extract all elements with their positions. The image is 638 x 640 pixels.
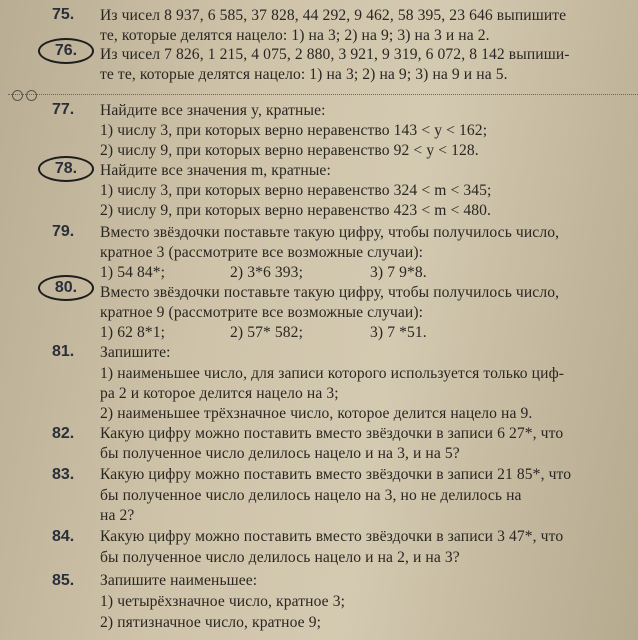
problem-number: 77. — [52, 101, 75, 118]
problem-number-circled: 76. — [38, 38, 94, 64]
problem-text: Из чисел 7 826, 1 215, 4 075, 2 880, 3 921, 9 319, 6 072, 8 142 выпиши- — [100, 46, 570, 63]
problem-number: 82. — [52, 425, 75, 442]
option: 2) 57* 582; — [230, 324, 304, 341]
problem-text: бы полученное число делилось нацело и на 3, и на 5? — [100, 445, 460, 462]
problem-text: 1) наименьшее число, для записи которого используется только циф- — [100, 365, 565, 382]
problem-options — [100, 324, 638, 342]
problem-text: кратное 3 (рассмотрите все возможные случаи): — [100, 244, 424, 261]
problem-number: 79. — [52, 223, 75, 240]
problem-text: Какую цифру можно поставить вместо звёздочки в записи 21 85*, что — [100, 466, 572, 483]
problem-text: 2) пятизначное число, кратное 9; — [100, 614, 322, 631]
problem-text: кратное 9 (рассмотрите все возможные случаи): — [100, 304, 424, 321]
divider — [8, 94, 638, 96]
option: 3) 7 9*8. — [370, 264, 427, 281]
option: 1) 62 8*1; — [100, 324, 166, 341]
problem-text: те те, которые делятся нацело: 1) на 3; 2) на 9; 3) на 9 и на 5. — [100, 66, 508, 83]
problem-text: Найдите все значения m, кратные: — [100, 162, 331, 179]
problem-number: 83. — [52, 466, 75, 483]
problem-number: 84. — [52, 528, 75, 545]
problem-text: Какую цифру можно поставить вместо звёздочки в записи 3 47*, что — [100, 528, 564, 545]
problem-text: Какую цифру можно поставить вместо звёздочки в записи 6 27*, что — [100, 425, 564, 442]
problem-number: 81. — [52, 343, 75, 360]
option: 1) 54 84*; — [100, 264, 166, 281]
problem-text: Вместо звёздочки поставьте такую цифру, чтобы получилось число, — [100, 224, 560, 241]
problem-text: на 2? — [100, 507, 135, 524]
problem-text: 1) четырёхзначное число, кратное 3; — [100, 593, 346, 610]
problem-number-circled: 80. — [38, 275, 94, 301]
problem-text: Из чисел 8 937, 6 585, 37 828, 44 292, 9 462, 58 395, 23 646 выпишите — [100, 7, 567, 24]
problem-number: 75. — [52, 6, 75, 23]
option: 2) 3*6 393; — [230, 264, 304, 281]
problem-text: Запишите наименьшее: — [100, 572, 258, 589]
problem-text: те, которые делятся нацело: 1) на 3; 2) на 9; 3) на 3 и на 2. — [100, 27, 490, 44]
problem-text: Найдите все значения y, кратные: — [100, 102, 326, 119]
problem-text: 2) числу 9, при которых верно неравенство 92 < y < 128. — [100, 142, 479, 159]
option: 3) 7 *51. — [370, 324, 427, 341]
problem-text: Вместо звёздочки поставьте такую цифру, чтобы получилось число, — [100, 284, 560, 301]
problem-options — [100, 264, 638, 282]
problem-text: ра 2 и которое делится нацело на 3; — [100, 385, 339, 402]
problem-text: 2) наименьшее трёхзначное число, которое делится нацело на 9. — [100, 405, 533, 422]
problem-text: 1) числу 3, при которых верно неравенство 143 < y < 162; — [100, 122, 488, 139]
problem-text: бы полученное число делилось нацело на 3, но не делилось на — [100, 487, 522, 504]
problem-number-circled: 78. — [38, 156, 94, 182]
problem-text: Запишите: — [100, 344, 171, 361]
problem-text: 1) числу 3, при которых верно неравенство 324 < m < 345; — [100, 182, 492, 199]
problem-number: 85. — [52, 572, 75, 589]
problem-text: бы полученное число делилось нацело и на 2, и на 3? — [100, 549, 460, 566]
problem-text: 2) числу 9, при которых верно неравенство 423 < m < 480. — [100, 202, 492, 219]
